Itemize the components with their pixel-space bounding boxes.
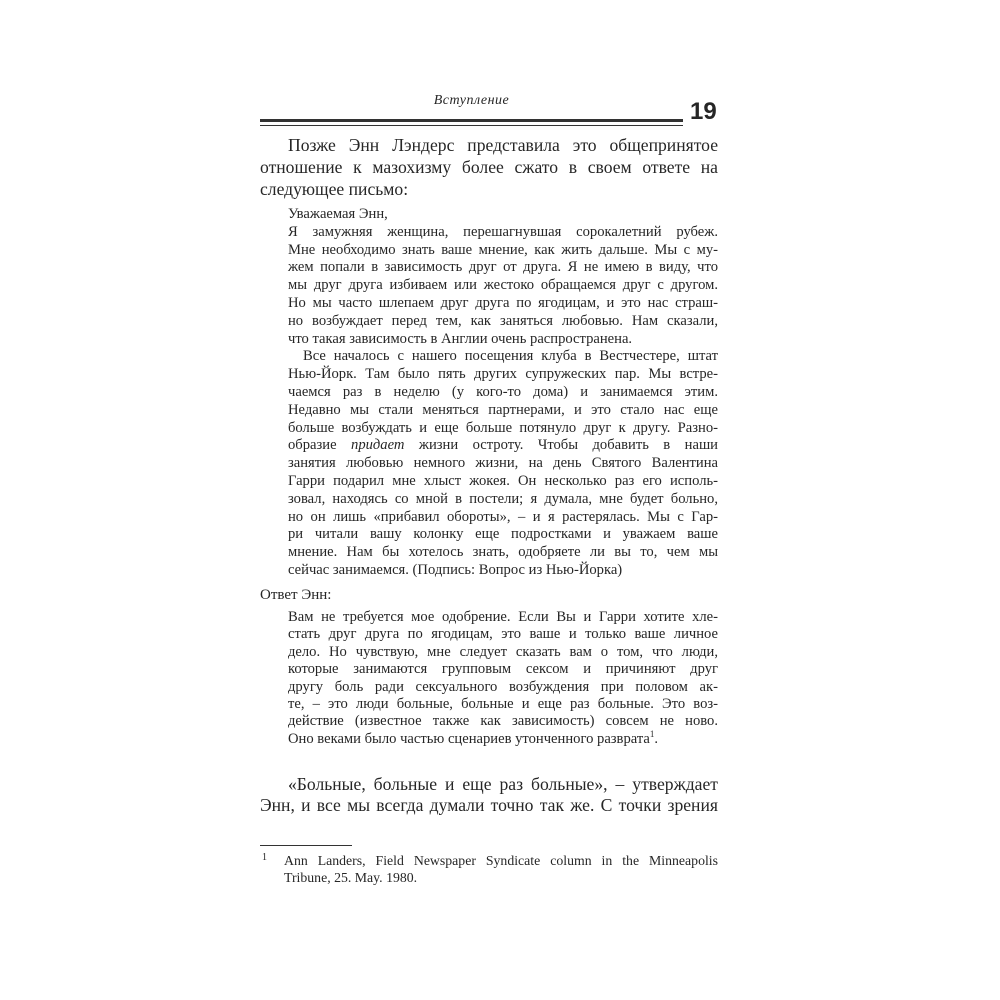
text-line: мы друг друга избиваем или жестоко обращаемся друг с другом.	[288, 277, 718, 294]
text-line	[288, 437, 718, 455]
text-line: зовал, находясь со мной в постели; я думала, мне будет больно,	[288, 490, 718, 507]
text-line: ри читали вашу колонку еще подростками и уважаем ваше	[288, 526, 718, 543]
text-line: стать друг друга по ягодицам, это ваше и только ваше личное	[288, 626, 718, 643]
text-line: Позже Энн Лэндерс представила это общепринятое	[288, 135, 718, 155]
footnote-text	[284, 852, 718, 886]
text-line: те, – это люди больные, больные и еще раз больные. Это воз-	[288, 696, 718, 713]
text-segment: .	[654, 730, 659, 747]
text-line: но он лишь «прибавил обороты», – и я растерялась. Мы с Гар-	[288, 508, 718, 525]
text-segment: жизни остроту. Чтобы добавить в наши	[404, 437, 718, 454]
text-segment: образие	[288, 437, 352, 454]
answer-label: Ответ Энн:	[260, 587, 332, 603]
reader-letter	[288, 206, 718, 580]
text-line: другу боль ради сексуального возбуждения при половом ак-	[288, 678, 718, 695]
text-line: Гарри подарил мне хлыст жокея. Он несколько раз его исполь-	[288, 472, 718, 489]
text-line: Энн, и все мы всегда думали точно так же. С точки зрения	[260, 795, 718, 815]
text-line: Tribune, 25. May. 1980.	[284, 870, 418, 885]
text-line: отношение к мазохизму более сжато в своем ответе на	[260, 157, 718, 177]
intro-paragraph	[260, 134, 718, 200]
text-line: Мне необходимо знать ваше мнение, как жить дальше. Мы с му-	[288, 241, 718, 258]
text-line: Уважаемая Энн,	[288, 206, 388, 222]
text-line: следующее письмо:	[260, 179, 409, 199]
header-double-rule	[260, 119, 683, 126]
text-line: Все началось с нашего посещения клуба в Вестчестере, штат	[303, 348, 718, 365]
italic-emphasis: придает	[351, 437, 405, 454]
footnote-number: 1	[262, 852, 267, 863]
footnote-rule	[260, 845, 352, 846]
text-segment: Оно веками было частью сценариев утонченного разврата	[288, 730, 650, 747]
text-line: действие (известное также как зависимость) совсем не ново.	[288, 713, 718, 730]
page-number: 19	[690, 98, 717, 125]
text-line	[288, 728, 718, 748]
text-line: Но мы часто шлепаем друг друга по ягодицам, и это нас страш-	[288, 294, 718, 311]
running-head-title: Вступление	[433, 93, 510, 108]
text-line: мнение. Нам бы хотелось знать, одобряете ли вы то, чем мы	[288, 544, 718, 561]
text-line: которые занимаются групповым сексом и причиняют друг	[288, 661, 718, 678]
text-line: дело. Но чувствую, мне следует сказать вам о том, что люди,	[288, 643, 718, 660]
text-line: но возбуждает перед тем, как заняться любовью. Нам сказали,	[288, 312, 718, 329]
text-line: Вам не требуется мое одобрение. Если Вы и Гарри хотите хле-	[288, 609, 718, 625]
footnote-reference: 1	[649, 728, 655, 739]
text-line: «Больные, больные и еще раз больные», – утверждает	[288, 774, 718, 794]
text-line: что такая зависимость в Англии очень распространена.	[288, 330, 633, 347]
answer-text	[288, 609, 718, 748]
text-line: сейчас занимаемся. (Подпись: Вопрос из Нью-Йорка)	[288, 561, 623, 578]
text-line: чаемся раз в неделю (у кого-то дома) и занимаемся этим.	[288, 383, 718, 400]
text-line: занятия любовью немного жизни, на день Святого Валентина	[288, 455, 718, 472]
text-line: Я замужняя женщина, перешагнувшая сорокалетний рубеж.	[288, 223, 718, 240]
text-line: жем попали в зависимость друг от друга. Я не имею в виду, что	[288, 259, 718, 276]
text-line: Нью-Йорк. Там было пять других супружеских пар. Мы встре-	[288, 366, 718, 383]
text-line: Ann Landers, Field Newspaper Syndicate column in the Minneapolis	[284, 853, 718, 868]
text-line: Недавно мы стали меняться партнерами, и это стало нас еще	[288, 401, 718, 418]
text-line: больше возбуждать и еще больше потянуло друг к другу. Разно-	[288, 419, 718, 436]
closing-paragraph	[260, 774, 718, 816]
